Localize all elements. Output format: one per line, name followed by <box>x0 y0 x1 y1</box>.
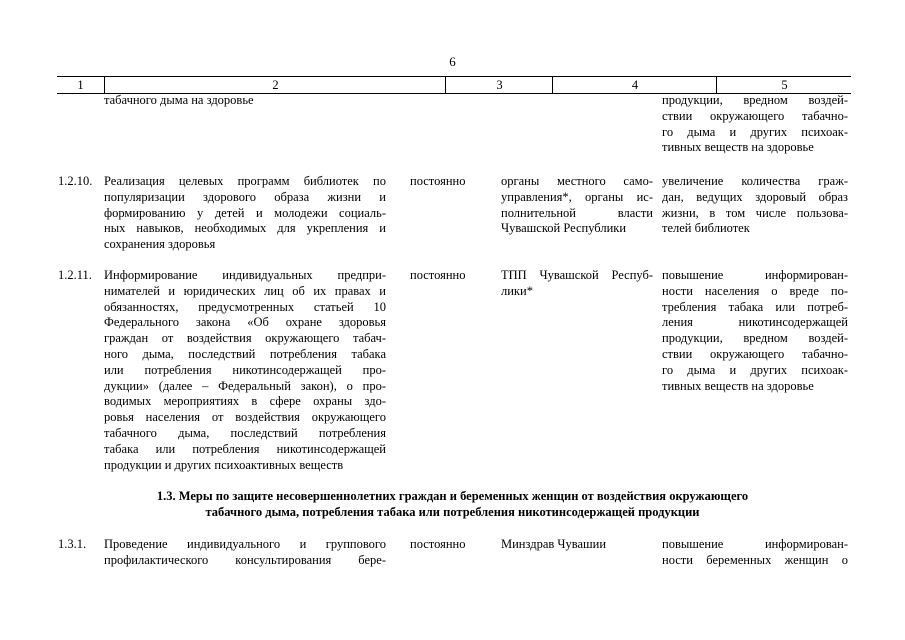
header-col-2: 2 <box>104 77 446 93</box>
text-line: водимых мероприятиях в сфере охраны здо- <box>104 394 386 409</box>
text-line: увеличение количества граж- <box>662 174 848 188</box>
text-line: го дыма и других психоак- <box>662 362 848 377</box>
text-line: ности беременных женщин о <box>662 552 848 567</box>
text-line: Минздрав Чувашии <box>501 537 607 551</box>
section-heading <box>0 488 905 520</box>
text-line: Федерального закона «Об охране здоровья <box>104 315 386 330</box>
text-line: продукции, вредном воздей- <box>662 93 848 107</box>
text-line: ных навыков, необходимых для укрепления и <box>104 221 386 236</box>
text-line: Информирование индивидуальных предпри- <box>104 268 386 282</box>
row-executor <box>501 268 653 300</box>
page-number: 6 <box>449 54 456 69</box>
text-line: сохранения здоровья <box>104 237 216 252</box>
row-deadline: постоянно <box>410 174 466 188</box>
text-line: дан, ведущих здоровый образ <box>662 189 848 204</box>
table-header <box>57 76 851 94</box>
text-line: ствии окружающего табачно- <box>662 346 848 361</box>
text-line: ного дыма, последствий потребления табака <box>104 346 386 361</box>
row-description <box>104 537 386 569</box>
row-result <box>662 537 848 569</box>
text-line: Чувашской Республики <box>501 221 627 236</box>
text-line: Проведение индивидуального и группового <box>104 537 386 551</box>
text-line: ности населения о вреде по- <box>662 283 848 298</box>
text-line: профилактического консультирования бере- <box>104 552 386 567</box>
text-line: или потребления никотинсодержащей про- <box>104 362 386 377</box>
continuation-col5 <box>662 93 848 156</box>
text-line: табака или потребления никотинсодержащей <box>104 441 386 456</box>
text-line: лики* <box>501 283 533 298</box>
text-line: требления табака или потреб- <box>662 299 848 314</box>
row-deadline: постоянно <box>410 268 466 282</box>
row-description <box>104 268 386 473</box>
text-line: телей библиотек <box>662 221 750 236</box>
row-result <box>662 268 848 394</box>
row-number: 1.3.1. <box>58 537 87 551</box>
text-line: ровья населения от воздействия окружающего <box>104 410 386 425</box>
header-col-5: 5 <box>716 77 852 93</box>
text-line: дукции» (далее – Федеральный закон), о про- <box>104 378 386 393</box>
heading-line: 1.3. Меры по защите несовершеннолетних граждан и беременных женщин от воздействия окружающего <box>156 489 749 503</box>
heading-line: табачного дыма, потребления табака или потребления никотинсодержащей продукции <box>205 505 700 519</box>
text-line: органы местного само- <box>501 174 653 188</box>
row-executor <box>501 537 653 553</box>
text-line: тивных веществ на здоровье <box>662 378 814 393</box>
row-executor <box>501 174 653 237</box>
row-description <box>104 174 386 253</box>
text-line: го дыма и других психоак- <box>662 124 848 139</box>
text-line: табачного дыма, последствий потребления <box>104 425 386 440</box>
text-line: популяризации здорового образа жизни и <box>104 189 386 204</box>
text-line: продукции и других психоактивных веществ <box>104 457 344 472</box>
text-line: обязанностях, предусмотренных статьей 10 <box>104 299 386 314</box>
row-result <box>662 174 848 237</box>
text-line: повышение информирован- <box>662 268 848 282</box>
text-line: Реализация целевых программ библиотек по <box>104 174 386 188</box>
text-line: ствии окружающего табачно- <box>662 108 848 123</box>
header-col-3: 3 <box>445 77 553 93</box>
text-line: продукции, вредном воздей- <box>662 331 848 346</box>
text-line: формированию у детей и молодежи социаль- <box>104 205 386 220</box>
text-line: граждан от воздействия окружающего табач- <box>104 331 386 346</box>
continuation-col2 <box>104 93 386 109</box>
text-line: ления никотинсодержащей <box>662 315 848 330</box>
text-line: тивных веществ на здоровье <box>662 140 814 155</box>
text-line: повышение информирован- <box>662 537 848 551</box>
row-number: 1.2.10. <box>58 174 93 188</box>
text-line: жизни, в том числе пользова- <box>662 205 848 220</box>
text-line: ТПП Чувашской Респуб- <box>501 268 653 282</box>
text-line: полнительной власти <box>501 205 653 220</box>
header-col-1: 1 <box>77 78 84 92</box>
text-line: управления*, органы ис- <box>501 189 653 204</box>
text-line: табачного дыма на здоровье <box>104 93 254 107</box>
row-deadline: постоянно <box>410 537 466 551</box>
header-col-4: 4 <box>552 77 717 93</box>
row-number: 1.2.11. <box>58 268 92 282</box>
text-line: нимателей и юридических лиц об их правах и <box>104 283 386 298</box>
